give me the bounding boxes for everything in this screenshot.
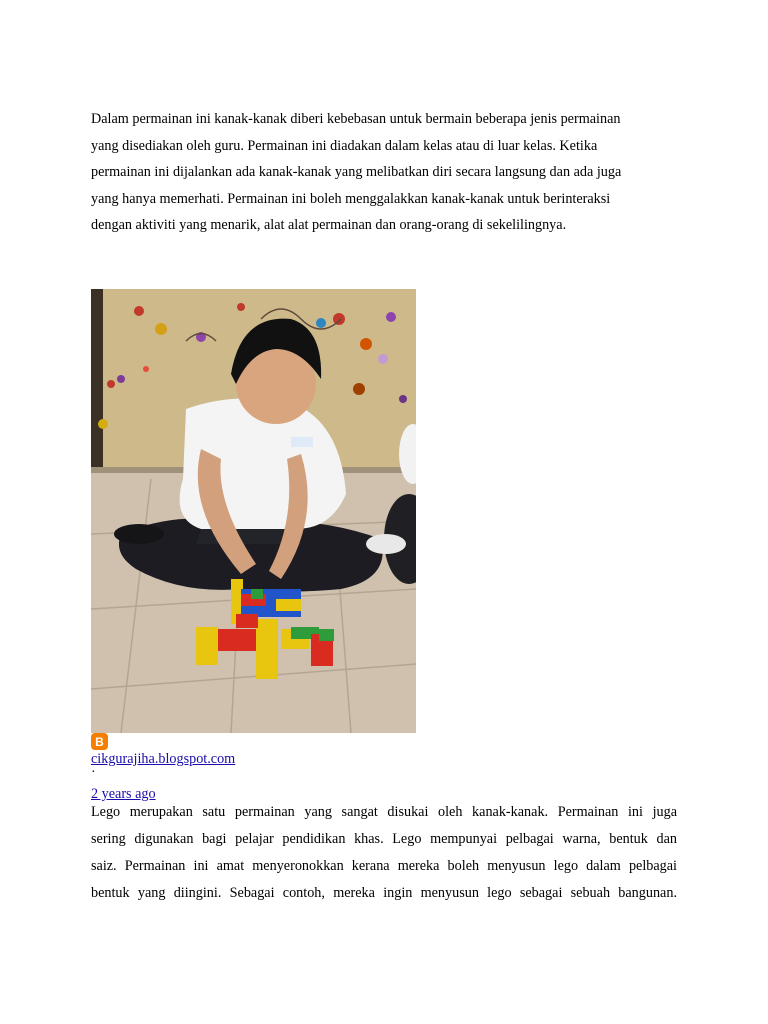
paragraph-line: saiz. Permainan ini amat menyeronokkan kerana mereka boleh menyusun lego dalam pelbagai (91, 858, 677, 874)
paragraph-line: Lego merupakan satu permainan yang sangat disukai oleh kanak-kanak. Permainan ini juga (91, 804, 677, 820)
paragraph-line: permainan ini dijalankan ada kanak-kanak yang melibatkan diri secara langsung dan ada juga (91, 164, 622, 181)
paragraph-line: sering digunakan bagi pelajar pendidikan khas. Lego mempunyai pelbagai warna, bentuk dan (91, 831, 677, 847)
blogger-icon[interactable]: B (91, 733, 108, 750)
separator-dot: · (91, 765, 96, 780)
paragraph-intro (91, 106, 691, 239)
paragraph-line: yang disediakan oleh guru. Permainan ini diadakan dalam kelas atau di luar kelas. Ketika (91, 137, 598, 154)
paragraph-line: Dalam permainan ini kanak-kanak diberi kebebasan untuk bermain beberapa jenis permainan (91, 111, 621, 127)
post-time-link[interactable]: 2 years ago (91, 786, 156, 802)
paragraph-lego (91, 799, 677, 907)
paragraph-line: bentuk yang diingini. Sebagai contoh, mereka ingin menyusun lego sebagai sebuah bangunan. (91, 885, 677, 901)
paragraph-line: yang hanya memerhati. Permainan ini boleh menggalakkan kanak-kanak untuk berinteraksi (91, 190, 611, 207)
paragraph-line: dengan aktiviti yang menarik, alat alat permainan dan orang-orang di sekelilingnya. (91, 217, 567, 234)
photo-child-playing-lego (91, 289, 416, 733)
blog-source-link[interactable]: cikgurajiha.blogspot.com (91, 751, 236, 767)
